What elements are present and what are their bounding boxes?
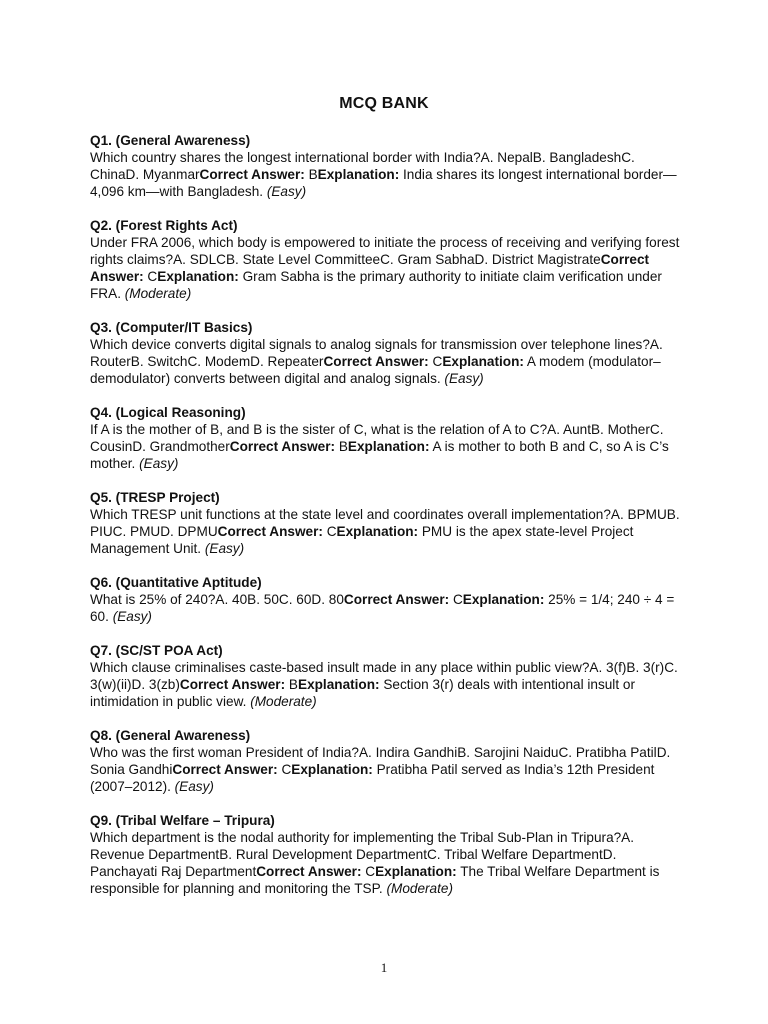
question-body <box>90 591 682 625</box>
explanation-text: PMU is the apex state-level Project Management Unit. <box>90 524 634 556</box>
question-text: Which department is the nodal authority for implementing the Tribal Sub-Plan in Tripura?A. Revenue DepartmentB. Rural Development DepartmentC. Tribal Welfare DepartmentD. Panchayati Raj Department <box>90 830 635 879</box>
question-body <box>90 829 682 897</box>
difficulty-tag: (Easy) <box>266 184 307 199</box>
document-title: MCQ BANK <box>339 95 429 112</box>
correct-answer-value: C <box>281 762 292 777</box>
question-text: Which device converts digital signals to analog signals for transmission over telephone lines?A. RouterB. SwitchC. ModemD. Repeater <box>90 337 663 369</box>
difficulty-tag: (Moderate) <box>124 286 192 301</box>
difficulty-tag: (Easy) <box>204 541 245 556</box>
question-heading: Q1. (General Awareness) <box>90 133 251 148</box>
difficulty-tag: (Moderate) <box>386 881 453 896</box>
correct-answer-label: Correct Answer: <box>179 677 286 692</box>
question-body <box>90 744 682 795</box>
correct-answer-label: Correct Answer: <box>256 864 362 879</box>
question-body <box>90 659 682 710</box>
correct-answer-value: B <box>308 167 318 182</box>
explanation-label: Explanation: <box>442 354 524 369</box>
explanation-label: Explanation: <box>347 439 430 454</box>
correct-answer-label: Correct Answer: <box>199 167 305 182</box>
correct-answer-value: C <box>452 592 463 607</box>
question-text: Who was the first woman President of India?A. Indira GandhiB. Sarojini NaiduC. Pratibha PatilD. Sonia Gandhi <box>90 745 671 777</box>
explanation-text: 25% = 1/4; 240 ÷ 4 = 60. <box>90 592 675 624</box>
difficulty-tag: (Easy) <box>444 371 484 386</box>
explanation-text: India shares its longest international border—4,096 km—with Bangladesh. <box>90 167 677 199</box>
difficulty-tag: (Easy) <box>112 609 152 624</box>
question-text: If A is the mother of B, and B is the sister of C, what is the relation of A to C?A. AuntB. MotherC. CousinD. Grandmother <box>90 422 664 454</box>
explanation-label: Explanation: <box>336 524 419 539</box>
question-heading: Q8. (General Awareness) <box>90 728 251 743</box>
question-item <box>90 642 682 710</box>
question-item <box>90 132 682 200</box>
explanation-text: Gram Sabha is the primary authority to initiate claim verification under FRA. <box>90 269 662 301</box>
difficulty-tag: (Easy) <box>139 456 179 471</box>
explanation-text: The Tribal Welfare Department is responsible for planning and monitoring the TSP. <box>90 864 660 896</box>
question-item <box>90 727 682 795</box>
explanation-label: Explanation: <box>157 269 239 284</box>
question-heading: Q5. (TRESP Project) <box>90 490 220 505</box>
explanation-label: Explanation: <box>317 167 400 182</box>
question-item <box>90 319 682 387</box>
question-heading: Q2. (Forest Rights Act) <box>90 218 238 233</box>
correct-answer-value: C <box>147 269 158 284</box>
correct-answer-value: B <box>338 439 348 454</box>
question-item <box>90 574 682 625</box>
question-list <box>90 132 682 914</box>
question-heading: Q7. (SC/ST POA Act) <box>90 643 223 658</box>
correct-answer-label: Correct Answer: <box>323 354 429 369</box>
correct-answer-value: C <box>432 354 443 369</box>
question-heading: Q3. (Computer/IT Basics) <box>90 320 253 335</box>
question-body <box>90 506 682 557</box>
explanation-text: Pratibha Patil served as India’s 12th President (2007–2012). <box>90 762 655 794</box>
explanation-text: A modem (modulator–demodulator) converts between digital and analog signals. <box>90 354 661 386</box>
difficulty-tag: (Easy) <box>174 779 214 794</box>
question-heading: Q4. (Logical Reasoning) <box>90 405 246 420</box>
question-item <box>90 404 682 472</box>
explanation-text: A is mother to both B and C, so A is C’s mother. <box>90 439 669 471</box>
correct-answer-label: Correct Answer: <box>90 252 650 284</box>
page-number: 1 <box>380 960 388 975</box>
question-text: Which clause criminalises caste-based insult made in any place within public view?A. 3(f)B. 3(r)C. 3(w)(ii)D. 3(zb) <box>90 660 678 692</box>
correct-answer-value: B <box>288 677 298 692</box>
correct-answer-label: Correct Answer: <box>229 439 336 454</box>
question-item <box>90 812 682 897</box>
correct-answer-value: C <box>326 524 337 539</box>
question-body <box>90 149 682 200</box>
explanation-label: Explanation: <box>375 864 457 879</box>
explanation-label: Explanation: <box>298 677 380 692</box>
question-item <box>90 217 682 302</box>
explanation-label: Explanation: <box>291 762 373 777</box>
question-text: Which TRESP unit functions at the state level and coordinates overall implementation?A. BPMUB. PIUC. PMUD. DPMU <box>90 507 680 539</box>
question-body <box>90 336 682 387</box>
question-body <box>90 421 682 472</box>
explanation-label: Explanation: <box>462 592 545 607</box>
question-text: What is 25% of 240?A. 40B. 50C. 60D. 80 <box>90 592 344 607</box>
question-text: Under FRA 2006, which body is empowered to initiate the process of receiving and verifying forest rights claims?A. SDLCB. State Level CommitteeC. Gram SabhaD. District Magistrate <box>90 235 680 267</box>
question-heading: Q6. (Quantitative Aptitude) <box>90 575 262 590</box>
explanation-text: Section 3(r) deals with intentional insult or intimidation in public view. <box>90 677 635 709</box>
question-item <box>90 489 682 557</box>
correct-answer-label: Correct Answer: <box>217 524 323 539</box>
question-body <box>90 234 682 302</box>
correct-answer-value: C <box>365 864 376 879</box>
correct-answer-label: Correct Answer: <box>172 762 278 777</box>
difficulty-tag: (Moderate) <box>250 694 317 709</box>
question-text: Which country shares the longest international border with India?A. NepalB. BangladeshC. ChinaD. Myanmar <box>90 150 635 182</box>
question-heading: Q9. (Tribal Welfare – Tripura) <box>90 813 275 828</box>
correct-answer-label: Correct Answer: <box>343 592 450 607</box>
